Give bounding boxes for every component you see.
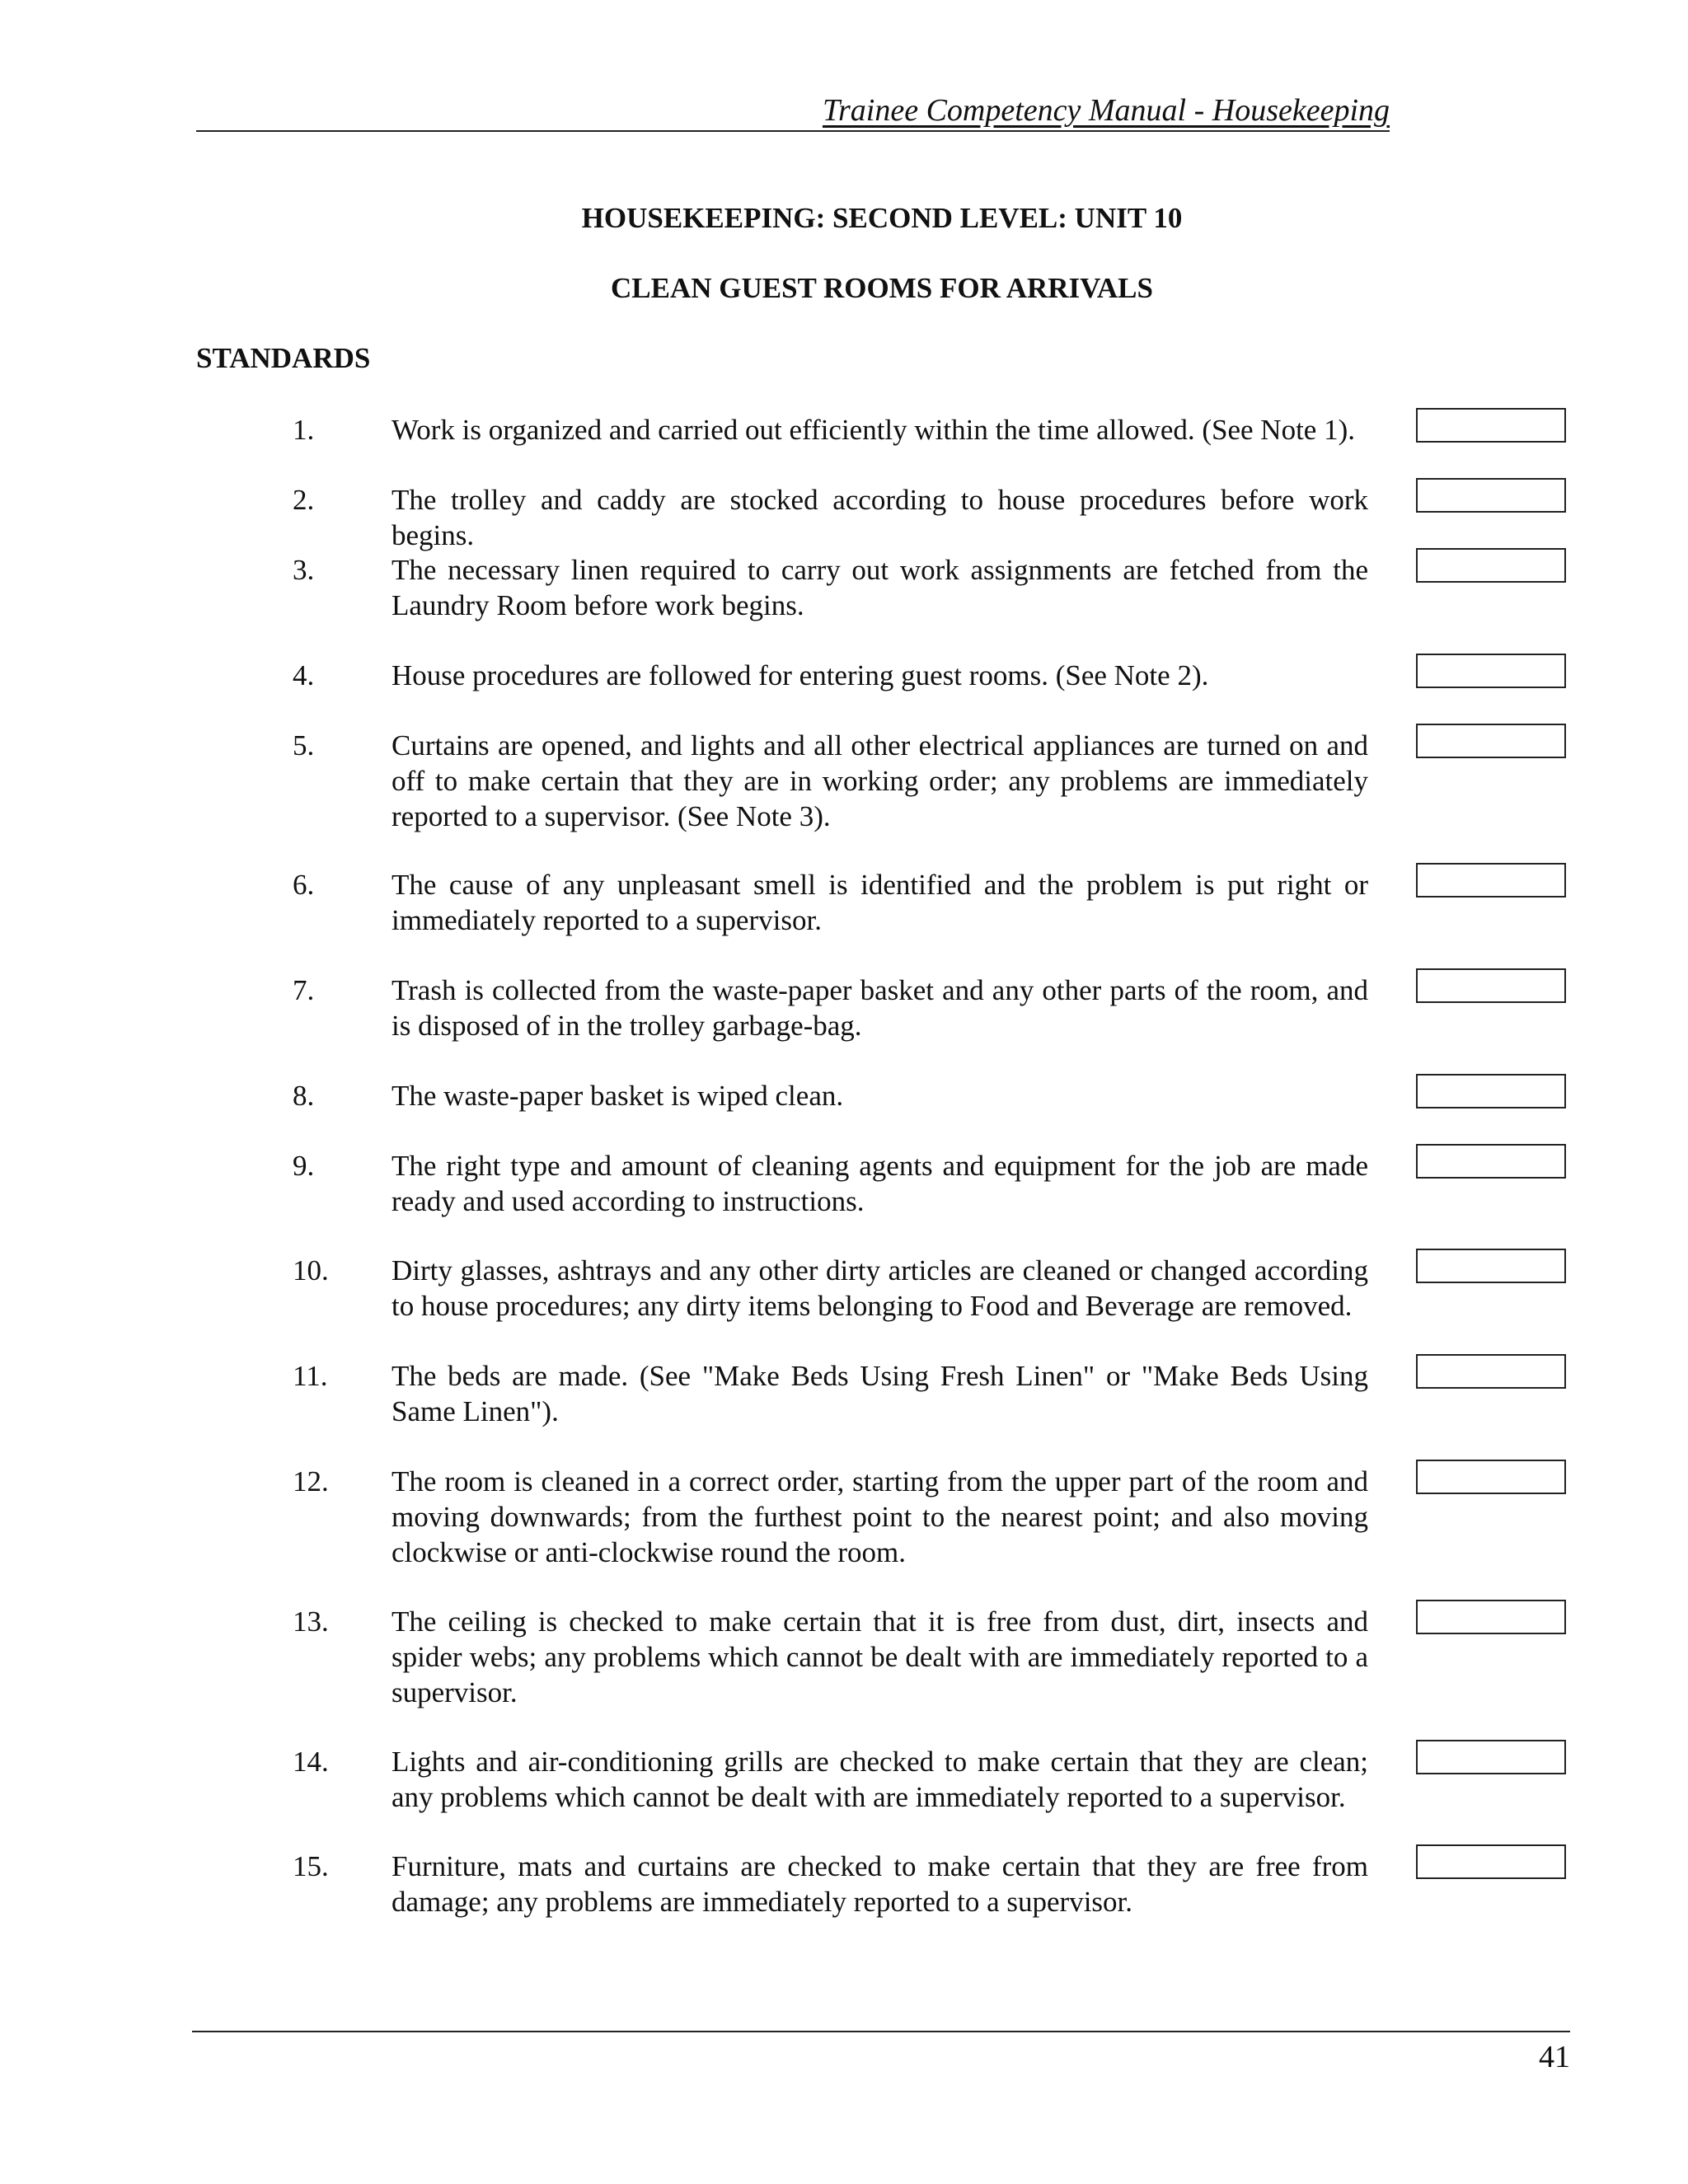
- checkbox[interactable]: [1416, 478, 1566, 513]
- checkbox[interactable]: [1416, 408, 1566, 443]
- standard-number: 5.: [293, 729, 315, 762]
- checkbox[interactable]: [1416, 724, 1566, 758]
- standard-text: The cause of any unpleasant smell is identified and the problem is put right or immediately reported to a supervisor.: [392, 869, 1368, 936]
- header-title: Trainee Competency Manual - Housekeeping: [822, 93, 1390, 128]
- standard-number: 8.: [293, 1080, 315, 1112]
- standard-item: [0, 1464, 1688, 1571]
- checkbox[interactable]: [1416, 968, 1566, 1003]
- standard-text: The necessary linen required to carry out work assignments are fetched from the Laundry Room before work begins.: [392, 554, 1368, 621]
- standard-number: 12.: [293, 1465, 329, 1497]
- standard-number: 9.: [293, 1150, 315, 1182]
- standard-number: 4.: [293, 659, 315, 691]
- standard-number: 10.: [293, 1254, 329, 1286]
- standard-text: Furniture, mats and curtains are checked to make certain that they are free from damage; any problems are immediately reported to a supervisor.: [392, 1850, 1368, 1918]
- page-number: 41: [1539, 2040, 1570, 2074]
- standard-text: The room is cleaned in a correct order, starting from the upper part of the room and moving downwards; from the furthest point to the nearest point; and also moving clockwise or anti-clockwise round the room.: [392, 1465, 1368, 1568]
- standard-number: 2.: [293, 484, 315, 516]
- standard-number: 7.: [293, 974, 315, 1006]
- standard-item: [0, 1253, 1688, 1360]
- standard-item: [0, 728, 1688, 835]
- standard-item: [0, 972, 1688, 1080]
- standard-number: 13.: [293, 1605, 329, 1638]
- unit-subheading: CLEAN GUEST ROOMS FOR ARRIVALS: [610, 272, 1153, 304]
- checkbox[interactable]: [1416, 1460, 1566, 1494]
- checkbox[interactable]: [1416, 1249, 1566, 1283]
- standards-heading: STANDARDS: [196, 342, 371, 374]
- standard-item: [0, 1148, 1688, 1255]
- checkbox[interactable]: [1416, 1844, 1566, 1879]
- standard-number: 11.: [293, 1360, 328, 1392]
- standard-text: Trash is collected from the waste-paper basket and any other parts of the room, and is disposed of in the trolley garbage-bag.: [392, 974, 1368, 1042]
- standard-text: Lights and air-conditioning grills are checked to make certain that they are clean; any problems which cannot be dealt with are immediately reported to a supervisor.: [392, 1746, 1368, 1813]
- checkbox[interactable]: [1416, 863, 1566, 898]
- standard-item: [0, 1849, 1688, 1956]
- standard-text: The trolley and caddy are stocked according to house procedures before work begins.: [392, 484, 1368, 551]
- standard-number: 6.: [293, 869, 315, 901]
- standard-text: Work is organized and carried out efficiently within the time allowed. (See Note 1).: [392, 414, 1355, 446]
- standard-text: The beds are made. (See "Make Beds Using Fresh Linen" or "Make Beds Using Same Linen").: [392, 1360, 1368, 1427]
- checkbox[interactable]: [1416, 1074, 1566, 1108]
- standard-item: [0, 1604, 1688, 1711]
- unit-heading: HOUSEKEEPING: SECOND LEVEL: UNIT 10: [581, 202, 1183, 234]
- header-rule: [196, 130, 1390, 132]
- standard-text: Curtains are opened, and lights and all other electrical appliances are turned on and off to make certain that they are in working order; any problems are immediately reported to a supervisor. (See Note 3).: [392, 729, 1368, 832]
- checkbox[interactable]: [1416, 1144, 1566, 1179]
- standard-item: [0, 1744, 1688, 1851]
- checkbox[interactable]: [1416, 1354, 1566, 1389]
- standard-number: 3.: [293, 554, 315, 586]
- standard-text: The right type and amount of cleaning agents and equipment for the job are made ready and used according to instructions.: [392, 1150, 1368, 1217]
- standard-text: Dirty glasses, ashtrays and any other dirty articles are cleaned or changed according to house procedures; any dirty items belonging to Food and Beverage are removed.: [392, 1254, 1368, 1322]
- standard-item: [0, 867, 1688, 974]
- standard-number: 15.: [293, 1850, 329, 1882]
- standard-text: The waste-paper basket is wiped clean.: [392, 1080, 844, 1112]
- checkbox[interactable]: [1416, 1600, 1566, 1634]
- standard-item: [0, 1358, 1688, 1465]
- checkbox[interactable]: [1416, 1740, 1566, 1774]
- standard-number: 14.: [293, 1746, 329, 1778]
- standard-item: [0, 552, 1688, 659]
- standard-number: 1.: [293, 414, 315, 446]
- checkbox[interactable]: [1416, 654, 1566, 688]
- checkbox[interactable]: [1416, 548, 1566, 583]
- footer-rule: [192, 2031, 1570, 2032]
- standard-text: House procedures are followed for entering guest rooms. (See Note 2).: [392, 659, 1209, 691]
- standard-text: The ceiling is checked to make certain that it is free from dust, dirt, insects and spider webs; any problems which cannot be dealt with are immediately reported to a supervisor.: [392, 1605, 1368, 1708]
